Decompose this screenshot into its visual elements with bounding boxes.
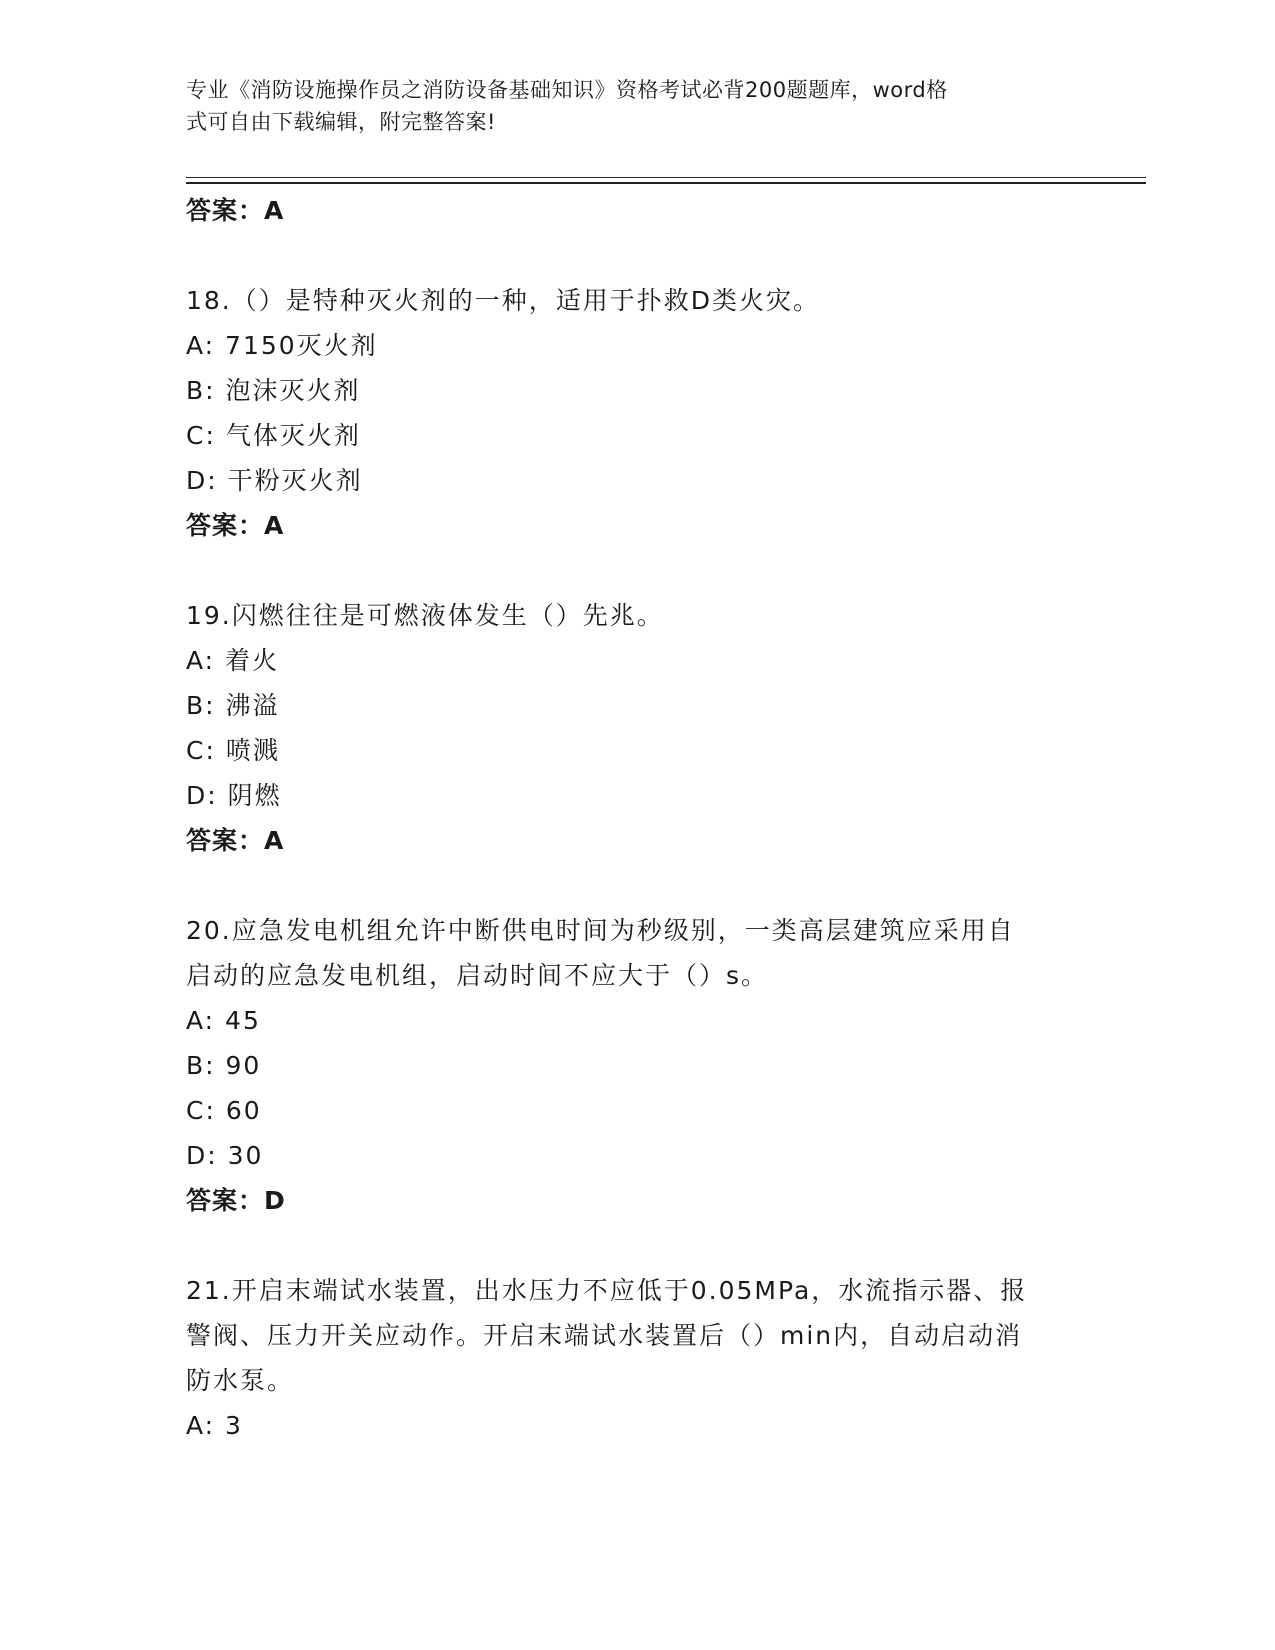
question-20 (186, 908, 1086, 1223)
answer: 答案：D (186, 1186, 286, 1215)
option-d: D: 阴燃 (186, 781, 282, 810)
question-19 (186, 593, 1086, 863)
document-page (186, 0, 1146, 1650)
question-text-line-2: 警阀、压力开关应动作。开启末端试水装置后（）min内，自动启动消 (186, 1321, 1023, 1350)
header-divider-thick (186, 182, 1146, 184)
question-text-line-2: 启动的应急发电机组，启动时间不应大于（）s。 (186, 961, 769, 990)
header-title-line-1: 专业《消防设施操作员之消防设备基础知识》资格考试必背200题题库，word格 (186, 78, 948, 102)
document-header (186, 74, 1066, 138)
option-b: B: 沸溢 (186, 691, 280, 720)
question-text-line-1: 20.应急发电机组允许中断供电时间为秒级别，一类高层建筑应采用自 (186, 916, 1015, 945)
question-text: 18.（）是特种灭火剂的一种，适用于扑救D类火灾。 (186, 286, 821, 315)
option-d: D: 干粉灭火剂 (186, 466, 363, 495)
option-c: C: 气体灭火剂 (186, 421, 361, 450)
option-a: A: 3 (186, 1411, 243, 1440)
question-list (186, 188, 1086, 1448)
option-a: A: 着火 (186, 646, 280, 675)
option-a: A: 45 (186, 1006, 261, 1035)
answer: 答案：A (186, 511, 285, 540)
question-text-line-1: 21.开启末端试水装置，出水压力不应低于0.05MPa，水流指示器、报 (186, 1276, 1028, 1305)
option-c: C: 60 (186, 1096, 262, 1125)
question-text-line-3: 防水泵。 (186, 1366, 295, 1395)
question-21 (186, 1268, 1086, 1448)
option-b: B: 泡沫灭火剂 (186, 376, 361, 405)
question-text: 19.闪燃往往是可燃液体发生（）先兆。 (186, 601, 664, 630)
option-b: B: 90 (186, 1051, 262, 1080)
option-d: D: 30 (186, 1141, 264, 1170)
header-divider-thin (186, 177, 1146, 178)
option-a: A: 7150灭火剂 (186, 331, 378, 360)
header-title-line-2: 式可自由下载编辑，附完整答案! (186, 110, 496, 134)
answer: 答案：A (186, 826, 285, 855)
option-c: C: 喷溅 (186, 736, 280, 765)
previous-answer: 答案：A (186, 196, 285, 225)
question-18 (186, 278, 1086, 548)
